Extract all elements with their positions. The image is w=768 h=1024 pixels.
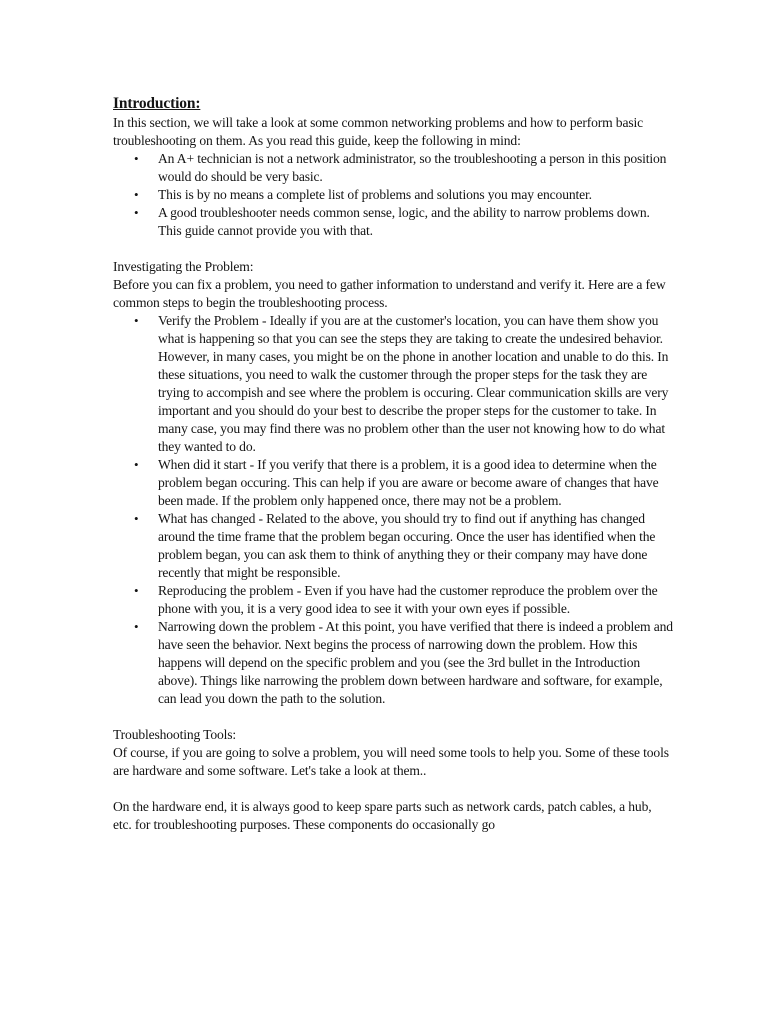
list-item: • An A+ technician is not a network administrator, so the troubleshooting a person in this position would do should be very basic. xyxy=(158,150,673,186)
investigating-heading: Investigating the Problem: xyxy=(113,259,254,274)
spacer xyxy=(113,780,673,798)
list-item: • Reproducing the problem - Even if you have had the customer reproduce the problem over the phone with you, it is a very good idea to see it with your own eyes if possible. xyxy=(158,582,673,618)
list-item: • Narrowing down the problem - At this point, you have verified that there is indeed a problem and have seen the behavior. Next begins the process of narrowing down the problem. How this happens will depend on the specific problem and you (see the 3rd bullet in the Introduction above). Things like narrowing the problem down between hardware and software, for example, can lead you down the path to the solution. xyxy=(158,618,673,708)
intro-bullet-list xyxy=(113,150,673,240)
list-item: • Verify the Problem - Ideally if you are at the customer's location, you can have them show you what is happening so that you can see the steps they are taking to create the undesired behavior. However, in many cases, you might be on the phone in another location and unable to do this. In these situations, you need to walk the customer through the proper steps for the task they are trying to accompish and see where the problem is occuring. Clear communication skills are very important and you should do your best to describe the proper steps for the customer to take. In many case, you may find there was no problem other than the user not knowing how to do what they wanted to do. xyxy=(158,312,673,456)
tools-paragraph: Of course, if you are going to solve a problem, you will need some tools to help you. Some of these tools are hardware and some software. Let's take a look at them.. xyxy=(113,745,669,778)
spacer xyxy=(113,708,673,726)
list-item: • This is by no means a complete list of problems and solutions you may encounter. xyxy=(158,186,673,204)
intro-heading: Introduction: xyxy=(113,95,201,112)
hardware-paragraph: On the hardware end, it is always good to keep spare parts such as network cards, patch cables, a hub, etc. for troubleshooting purposes. These components do occasionally go xyxy=(113,799,652,832)
list-item: • A good troubleshooter needs common sense, logic, and the ability to narrow problems down. This guide cannot provide you with that. xyxy=(158,204,673,240)
document-page xyxy=(113,94,673,834)
intro-paragraph: In this section, we will take a look at some common networking problems and how to perform basic troubleshooting on them. As you read this guide, keep the following in mind: xyxy=(113,115,643,148)
investigating-bullet-list xyxy=(113,312,673,708)
investigating-paragraph: Before you can fix a problem, you need to gather information to understand and verify it. Here are a few common steps to begin the troubleshooting process. xyxy=(113,277,666,310)
list-item: • When did it start - If you verify that there is a problem, it is a good idea to determine when the problem began occuring. This can help if you are aware or become aware of changes that have been made. If the problem only happened once, there may not be a problem. xyxy=(158,456,673,510)
spacer xyxy=(113,240,673,258)
tools-heading: Troubleshooting Tools: xyxy=(113,727,237,742)
list-item: • What has changed - Related to the above, you should try to find out if anything has changed around the time frame that the problem began occuring. Once the user has identified when the problem began, you can ask them to think of anything they or their company may have done recently that might be responsible. xyxy=(158,510,673,582)
